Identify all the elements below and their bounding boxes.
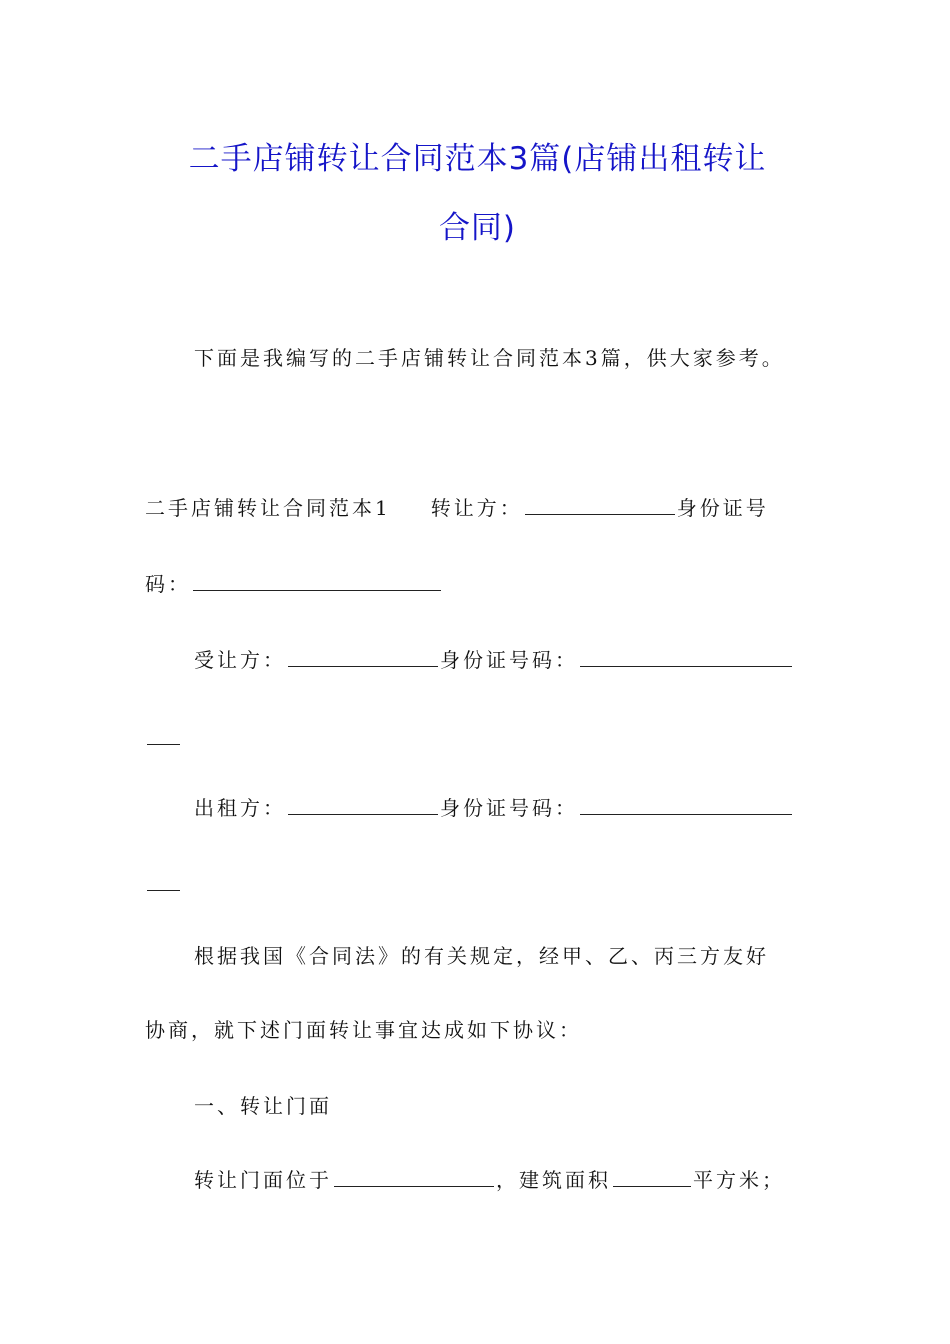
lessor-id-label: 身份证号码：	[440, 796, 578, 820]
paragraph1-line2: 协商，就下述门面转让事宜达成如下协议：	[145, 1018, 582, 1042]
location-blank[interactable]	[334, 1166, 494, 1187]
transferor-id-line	[145, 570, 443, 598]
paragraph1-line1: 根据我国《合同法》的有关规定，经甲、乙、丙三方友好	[194, 944, 769, 968]
lessor-id-cont	[145, 870, 182, 898]
transferee-id-cont	[145, 724, 182, 752]
transferor-id-blank[interactable]	[193, 570, 441, 591]
sample1-line1	[145, 494, 769, 522]
section1-heading: 一、转让门面	[194, 1094, 332, 1118]
intro-paragraph: 下面是我编写的二手店铺转让合同范本3篇，供大家参考。	[194, 346, 785, 370]
lessor-label: 出租方：	[194, 796, 286, 820]
lessor-id-blank[interactable]	[580, 794, 792, 815]
transferor-blank[interactable]	[525, 494, 675, 515]
lessor-blank[interactable]	[288, 794, 438, 815]
location-line	[194, 1166, 785, 1194]
transferor-id-label-cont: 码：	[145, 572, 191, 596]
area-unit: 平方米；	[693, 1168, 785, 1192]
transferor-id-label: 身份证号	[676, 496, 769, 520]
location-label: 转让门面位于	[194, 1168, 332, 1192]
transferor-label: 转让方：	[430, 496, 523, 520]
document-title-line1: 二手店铺转让合同范本3篇(店铺出租转让	[188, 141, 767, 177]
lessor-id-blank-cont[interactable]	[147, 870, 180, 891]
area-label: ，建筑面积	[496, 1168, 611, 1192]
area-blank[interactable]	[613, 1166, 691, 1187]
transferee-id-label: 身份证号码：	[440, 648, 578, 672]
transferee-line	[194, 646, 794, 674]
lessor-line	[194, 794, 794, 822]
document-title-line2: 合同)	[438, 210, 517, 246]
transferee-label: 受让方：	[194, 648, 286, 672]
sample1-heading: 二手店铺转让合同范本1	[145, 496, 391, 520]
transferee-id-blank-cont[interactable]	[147, 724, 180, 745]
transferee-blank[interactable]	[288, 646, 438, 667]
transferee-id-blank[interactable]	[580, 646, 792, 667]
